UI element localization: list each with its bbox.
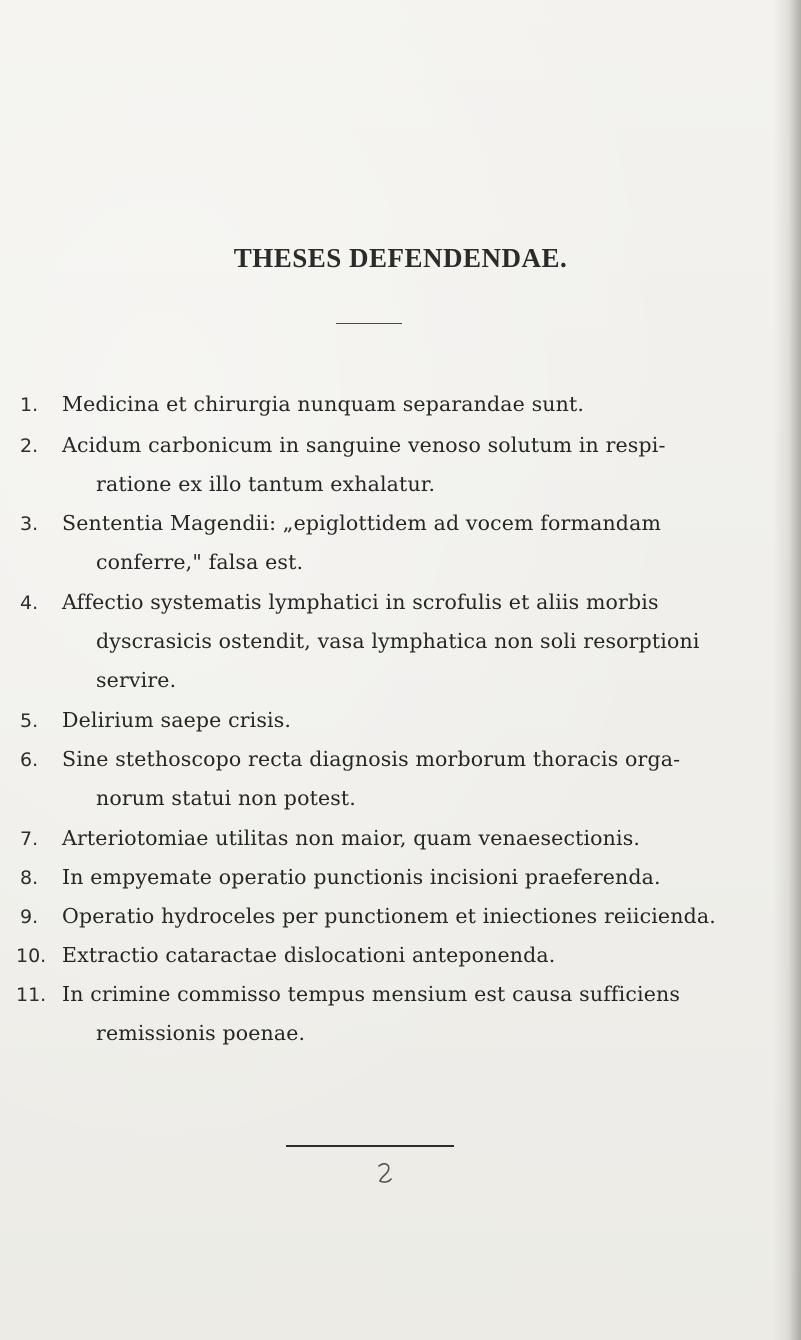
thesis-text: Arteriotomiae utilitas non maior, quam venaesectionis. xyxy=(62,826,641,850)
thesis-number: 7. xyxy=(20,828,39,850)
thesis-number: 4. xyxy=(20,592,39,614)
thesis-text: Acidum carbonicum in sanguine venoso solutum in respi- xyxy=(62,433,666,457)
thesis-text: In empyemate operatio punctionis incisioni praeferenda. xyxy=(62,865,661,889)
thesis-text: conferre," falsa est. xyxy=(96,550,304,574)
thesis-number: 8. xyxy=(20,867,39,889)
thesis-number: 9. xyxy=(20,906,39,928)
page-edge-shadow xyxy=(773,0,801,1340)
thesis-number: 3. xyxy=(20,513,39,535)
thesis-text: servire. xyxy=(96,668,177,692)
thesis-number: 1. xyxy=(20,394,39,416)
thesis-number: 6. xyxy=(20,749,39,771)
thesis-number: 5. xyxy=(20,710,39,732)
thesis-number: 11. xyxy=(16,984,47,1006)
thesis-number: 2. xyxy=(20,435,39,457)
printer-mark-icon xyxy=(372,1160,396,1186)
title-divider xyxy=(336,323,402,324)
thesis-text: Affectio systematis lymphatici in scrofulis et aliis morbis xyxy=(62,590,659,614)
thesis-text: Sine stethoscopo recta diagnosis morborum thoracis orga- xyxy=(62,747,681,771)
thesis-text: Operatio hydroceles per punctionem et iniectiones reiicienda. xyxy=(62,904,716,928)
thesis-text: Medicina et chirurgia nunquam separandae sunt. xyxy=(62,392,585,416)
thesis-text: remissionis poenae. xyxy=(96,1021,306,1045)
thesis-text: In crimine commisso tempus mensium est causa sufficiens xyxy=(62,982,681,1006)
thesis-text: Sententia Magendii: „epiglottidem ad vocem formandam xyxy=(62,511,662,535)
thesis-text: dyscrasicis ostendit, vasa lymphatica non soli resorptioni xyxy=(96,629,700,653)
page-title: THESES DEFENDENDAE. xyxy=(233,243,568,273)
thesis-text: norum statui non potest. xyxy=(96,786,356,810)
closing-divider xyxy=(286,1145,454,1147)
thesis-text: Extractio cataractae dislocationi anteponenda. xyxy=(62,943,556,967)
thesis-text: Delirium saepe crisis. xyxy=(62,708,292,732)
thesis-text: ratione ex illo tantum exhalatur. xyxy=(96,472,436,496)
thesis-number: 10. xyxy=(16,945,47,967)
